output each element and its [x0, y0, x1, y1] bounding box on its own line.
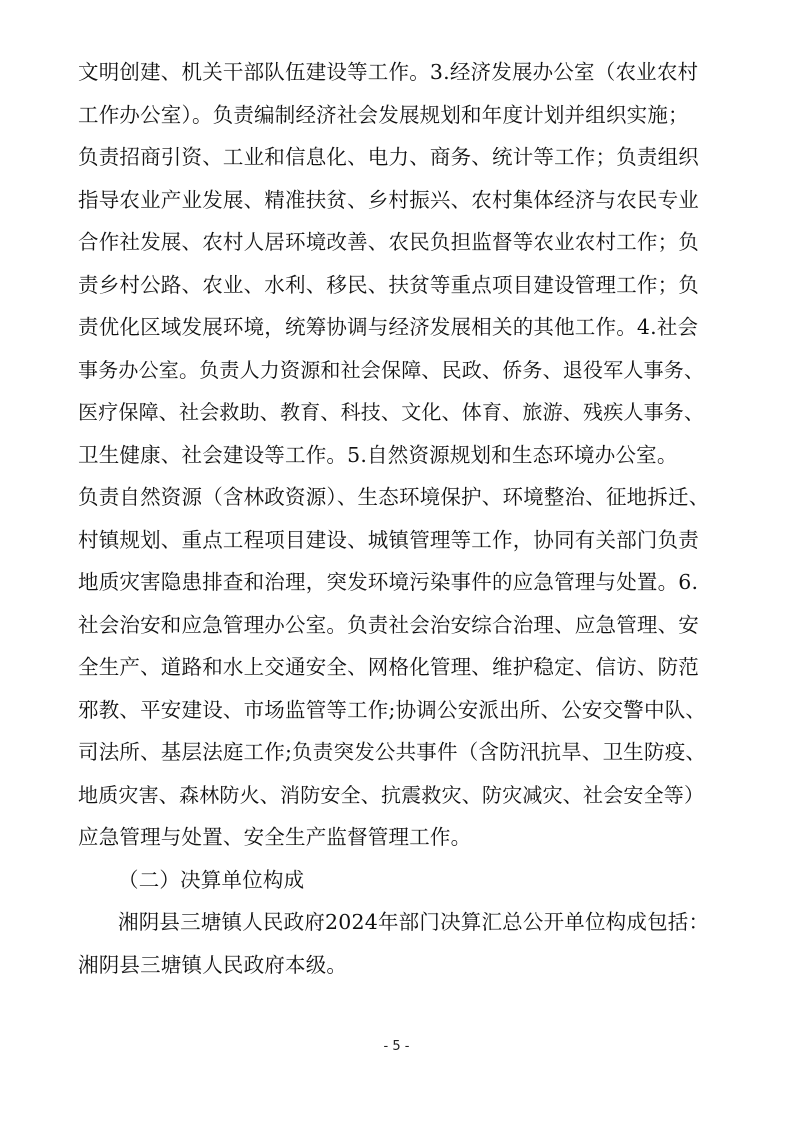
body-text-line: 医疗保障、社会救助、教育、科技、文化、体育、旅游、残疾人事务、 [78, 400, 705, 424]
body-text-line: 负责自然资源（含林政资源）、生态环境保护、环境整治、征地拆迁、 [78, 485, 710, 509]
body-text-line: 应急管理与处置、安全生产监督管理工作。 [78, 825, 472, 849]
body-text-line: 工作办公室）。负责编制经济社会发展规划和年度计划并组织实施； [78, 103, 689, 127]
section-heading: （二）决算单位构成 [118, 868, 305, 892]
body-text-line: 地质灾害隐患排查和治理，突发环境污染事件的应急管理与处置。6. [78, 570, 699, 594]
body-text-line: 指导农业产业发展、精准扶贫、乡村振兴、农村集体经济与农民专业 [78, 188, 699, 212]
body-text-line: 全生产、道路和水上交通安全、网格化管理、维护稳定、信访、防范 [78, 655, 699, 679]
body-text-line: 责优化区域发展环境，统筹协调与经济发展相关的其他工作。4.社会 [78, 315, 699, 339]
body-text-line: 邪教、平安建设、市场监管等工作;协调公安派出所、公安交警中队、 [78, 698, 707, 722]
body-text-line: 负责招商引资、工业和信息化、电力、商务、统计等工作；负责组织 [78, 145, 699, 169]
body-text-line: 地质灾害、森林防火、消防安全、抗震救灾、防灾减灾、社会安全等） [78, 783, 705, 807]
body-text-line: 文明创建、机关干部队伍建设等工作。3.经济发展办公室（农业农村 [78, 60, 699, 84]
body-text-line: 村镇规划、重点工程项目建设、城镇管理等工作，协同有关部门负责 [78, 528, 699, 552]
body-text-line: 湘阴县三塘镇人民政府本级。 [78, 953, 348, 977]
body-text-line: 社会治安和应急管理办公室。负责社会治安综合治理、应急管理、安 [78, 613, 699, 637]
body-text-line: 合作社发展、农村人居环境改善、农民负担监督等农业农村工作；负 [78, 230, 699, 254]
body-text-line: 卫生健康、社会建设等工作。5.自然资源规划和生态环境办公室。 [78, 443, 678, 467]
body-text-line: 司法所、基层法庭工作;负责突发公共事件（含防汛抗旱、卫生防疫、 [78, 740, 707, 764]
body-text-line: 湘阴县三塘镇人民政府2024年部门决算汇总公开单位构成包括： [118, 910, 710, 934]
page-number: - 5 - [383, 1039, 410, 1054]
body-text-line: 事务办公室。负责人力资源和社会保障、民政、侨务、退役军人事务、 [78, 358, 705, 382]
body-text-line: 责乡村公路、农业、水利、移民、扶贫等重点项目建设管理工作；负 [78, 273, 699, 297]
